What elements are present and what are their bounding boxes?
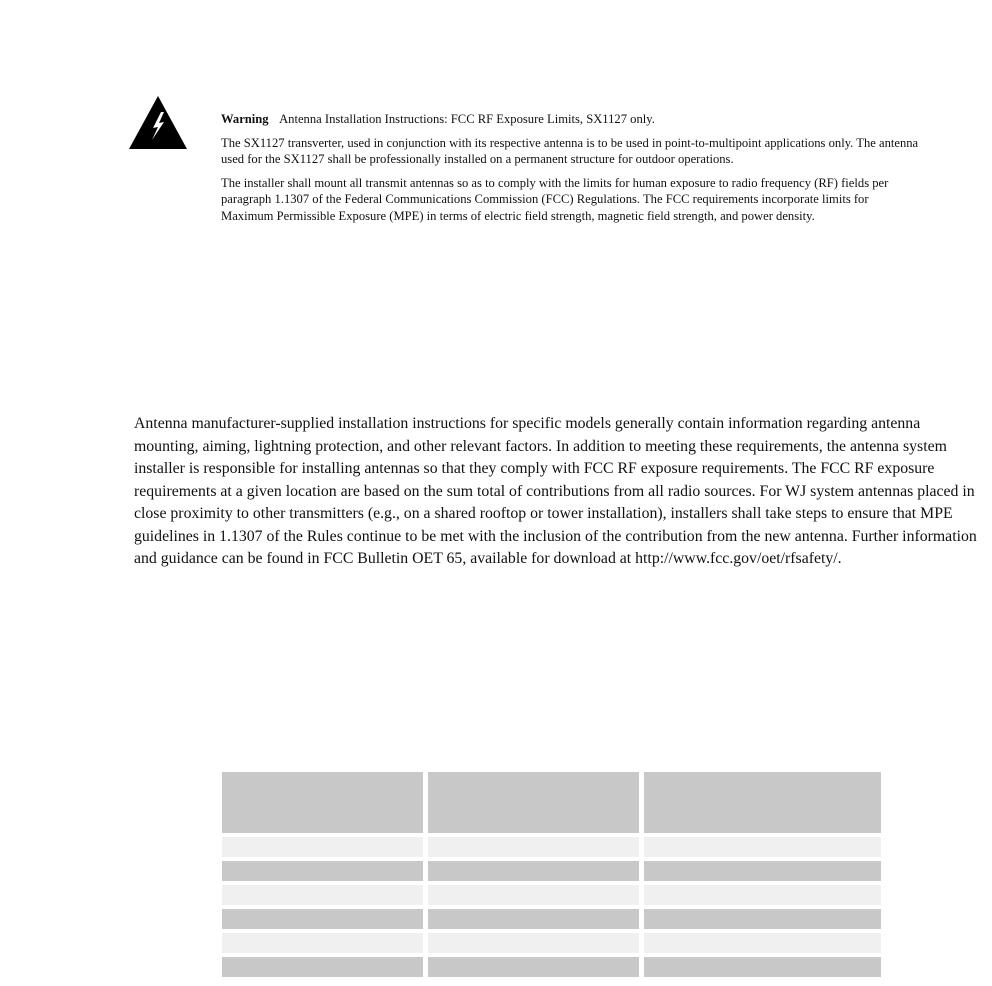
table-cell	[222, 885, 428, 909]
table-cell	[222, 861, 428, 885]
table-cell	[222, 909, 428, 933]
table-cell	[428, 909, 644, 933]
table-cell	[428, 957, 644, 981]
table-cell	[222, 837, 428, 861]
table-cell	[644, 933, 881, 957]
table-cell	[644, 885, 881, 909]
table-cell	[222, 957, 428, 981]
mpe-data-table	[222, 772, 881, 981]
installation-guidance-paragraph: Antenna manufacturer-supplied installation instructions for specific models generally contain information regarding antenna mounting, aiming, lightning protection, and other relevant factors. In addition to meeting these requirements, the antenna system installer is responsible for installing antennas so that they comply with FCC RF exposure requirements. The FCC RF exposure requirements at a given location are based on the sum total of contributions from all radio sources. For WJ system antennas placed in close proximity to other transmitters (e.g., on a shared rooftop or tower installation), installers shall take steps to ensure that MPE guidelines in 1.1307 of the Rules continue to be met with the inclusion of the contribution from the new antenna. Further information and guidance can be found in FCC Bulletin OET 65, available for download at http://www.fcc.gov/oet/rfsafety/.	[134, 415, 977, 567]
warning-title: Antenna Installation Instructions: FCC RF Exposure Limits, SX1127 only.	[279, 112, 655, 126]
table-cell	[428, 837, 644, 861]
table-header-cell	[644, 772, 881, 837]
table-row	[222, 933, 881, 957]
warning-paragraph-usage: The SX1127 transverter, used in conjunction with its respective antenna is to be used in point-to-multipoint applications only. The antenna used for the SX1127 shall be professionally installed on a permanent structure for outdoor operations.	[221, 135, 919, 166]
table-row	[222, 909, 881, 933]
table-cell	[644, 837, 881, 861]
table-header-row	[222, 772, 881, 837]
table-cell	[428, 861, 644, 885]
table-cell	[644, 957, 881, 981]
table-cell	[428, 885, 644, 909]
table-cell	[428, 933, 644, 957]
warning-paragraph-installer: The installer shall mount all transmit antennas so as to comply with the limits for human exposure to radio frequency (RF) fields per paragraph 1.1307 of the Federal Communications Commission (FCC) Regulations. The FCC requirements incorporate limits for Maximum Permissible Exposure (MPE) in terms of electric field strength, magnetic field strength, and power density.	[221, 175, 889, 223]
warning-label: Warning	[221, 112, 269, 126]
lightning-warning-triangle-icon	[128, 95, 188, 150]
table-header-cell	[428, 772, 644, 837]
table-cell	[222, 933, 428, 957]
table-header-cell	[222, 772, 428, 837]
table-row	[222, 957, 881, 981]
table-row	[222, 861, 881, 885]
warning-notice	[221, 111, 921, 231]
warning-heading	[221, 111, 921, 128]
table-cell	[644, 861, 881, 885]
table-row	[222, 837, 881, 861]
table-cell	[644, 909, 881, 933]
table-row	[222, 885, 881, 909]
warning-triangle-svg	[128, 95, 188, 150]
